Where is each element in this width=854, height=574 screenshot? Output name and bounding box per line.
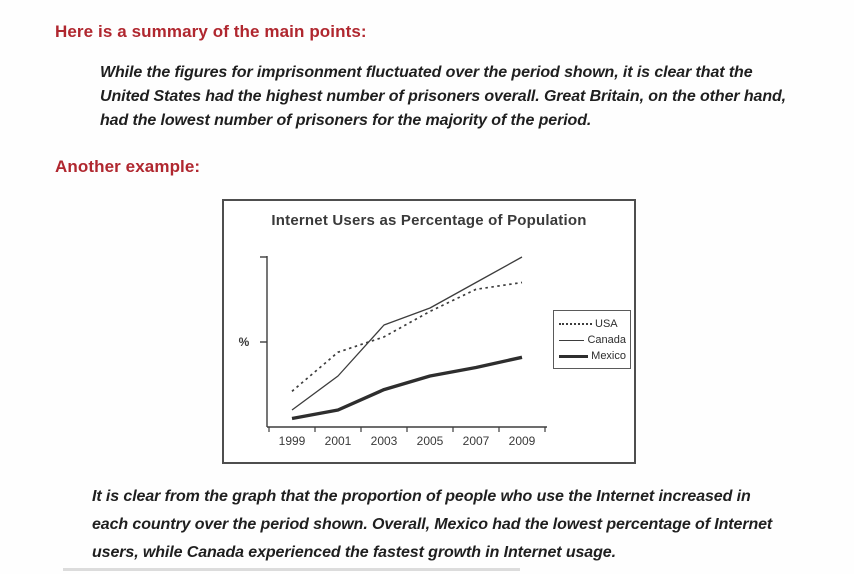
graph-example-paragraph: It is clear from the graph that the proportion of people who use the Internet increased in each country over the period shown. Overall, Mexico had the lowest percentage of Internet users, while Canada experienced the fastest growth in Internet usage.: [92, 488, 773, 561]
chart-title: Internet Users as Percentage of Population: [271, 212, 587, 229]
legend-line-sample-thick: [559, 355, 588, 358]
internet-users-line-chart: [222, 199, 636, 464]
x-axis-year-label: 2005: [416, 434, 444, 448]
x-axis-year-label: 2007: [462, 434, 490, 448]
legend-item-mexico: [559, 348, 626, 364]
x-axis-year-label: 2003: [370, 434, 398, 448]
x-axis-year-label: 2009: [508, 434, 536, 448]
legend-line-sample-thin: [559, 340, 584, 341]
cropped-next-line-artifact: [63, 568, 520, 571]
summary-example-paragraph: While the figures for imprisonment fluctuated over the period shown, it is clear that the United States had the highest number of prisoners overall. Great Britain, on the other hand, had the lowest number of prisoners for the majority of the period.: [100, 64, 787, 129]
y-axis-label: %: [238, 335, 250, 349]
series-line-canada: [292, 257, 522, 410]
series-line-usa: [292, 283, 522, 392]
series-line-mexico: [292, 357, 522, 418]
chart-legend: [553, 310, 631, 369]
legend-label: USA: [595, 317, 618, 330]
legend-item-usa: [559, 316, 626, 332]
x-axis-year-label: 1999: [278, 434, 306, 448]
x-axis-year-label: 2001: [324, 434, 352, 448]
legend-line-sample-dotted: [559, 323, 592, 325]
another-example-heading: Another example:: [55, 157, 201, 176]
summary-heading: Here is a summary of the main points:: [55, 22, 367, 41]
legend-label: Canada: [587, 333, 626, 346]
legend-item-canada: [559, 332, 626, 348]
legend-label: Mexico: [591, 349, 626, 362]
